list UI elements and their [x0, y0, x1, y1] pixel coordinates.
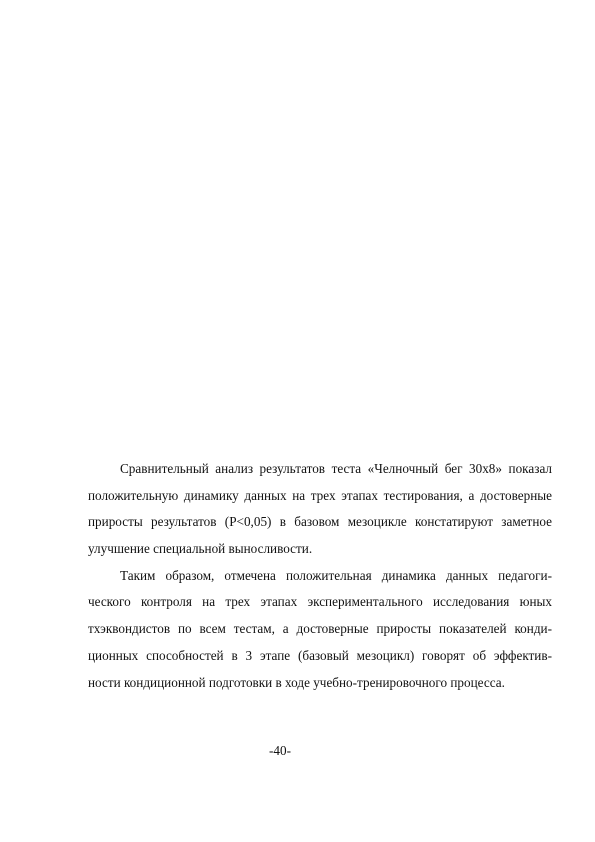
body-text	[88, 456, 552, 696]
text-line: приросты результатов (Р<0,05) в базовом мезоцикле констатируют заметное	[88, 514, 552, 530]
text-line: ческого контроля на трех этапах экспериментального исследования юных	[88, 594, 552, 610]
text-line: положительную динамику данных на трех этапах тестирования, а достоверные	[88, 487, 552, 503]
text-line: Сравнительный анализ результатов теста «Челночный бег 30х8» показал	[120, 461, 552, 476]
text-line: Таким образом, отмечена положительная динамика данных педагоги-	[120, 567, 552, 583]
text-line: ционных способностей в 3 этапе (базовый мезоцикл) говорят об эффектив-	[88, 647, 552, 663]
paragraph-shuttle-run-analysis	[88, 456, 552, 563]
paragraph-conclusion	[88, 563, 552, 696]
text-line: улучшение специальной выносливости.	[88, 541, 313, 557]
text-line: тхэквондистов по всем тестам, а достоверные приросты показателей конди-	[88, 621, 552, 637]
page-number: -40-	[269, 743, 291, 758]
text-line: ности кондиционной подготовки в ходе учебно-тренировочного процесса.	[88, 674, 505, 690]
